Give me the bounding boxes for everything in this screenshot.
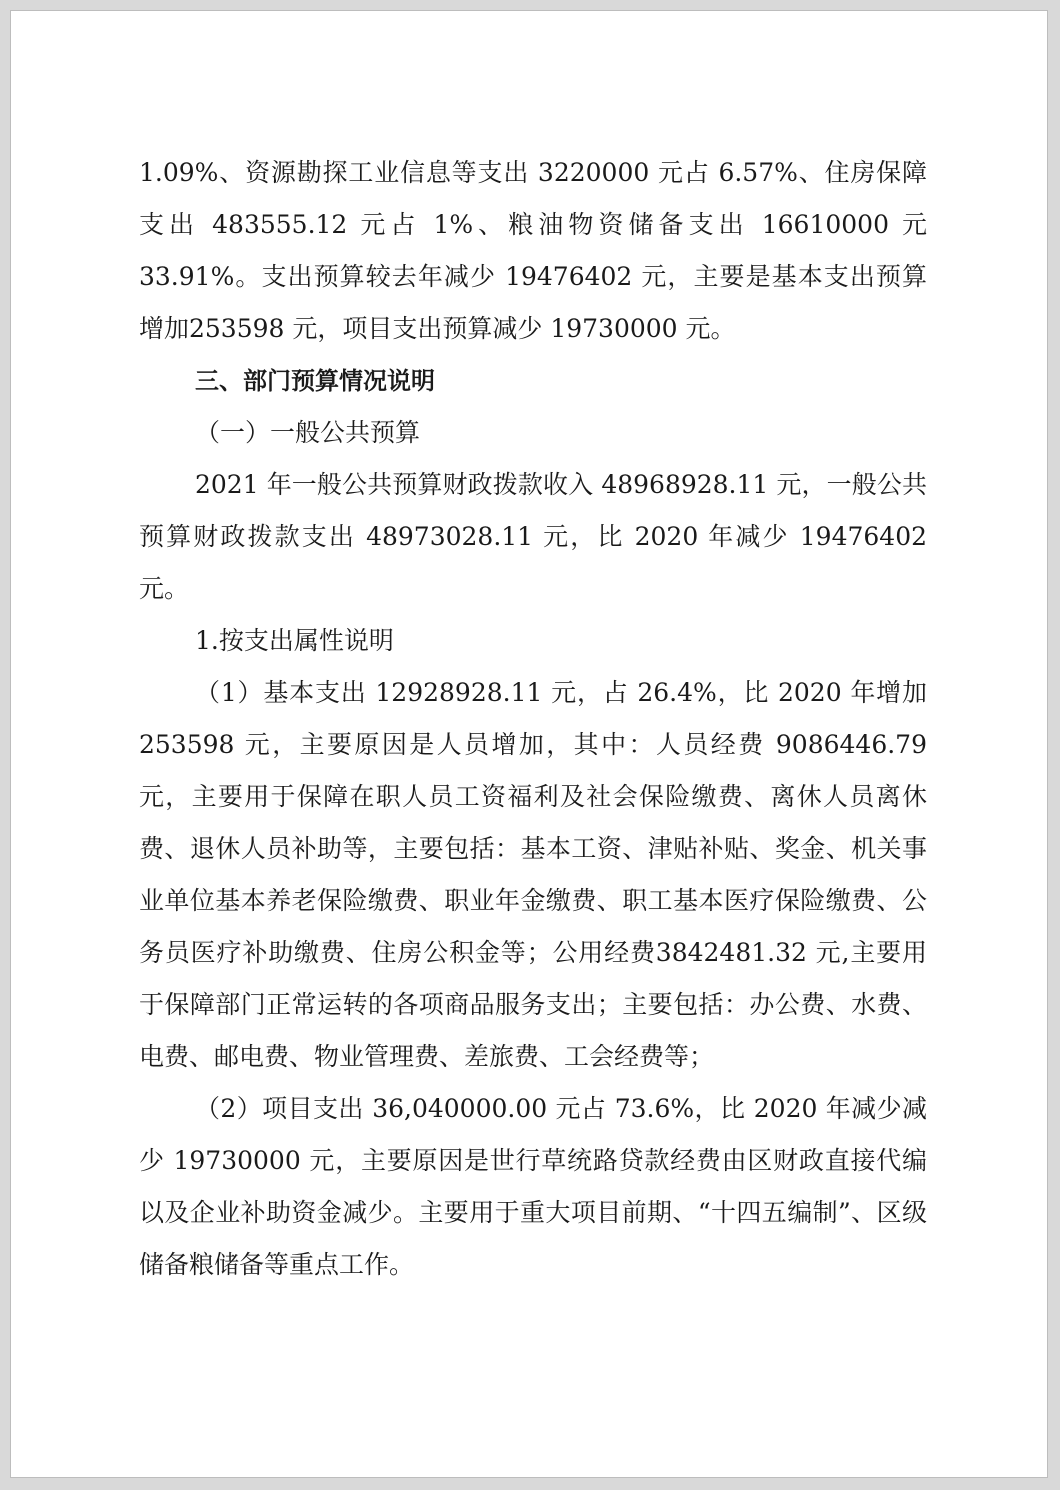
paragraph-basic-expenditure: （1）基本支出 12928928.11 元，占 26.4%，比 2020 年增加253598 元，主要原因是人员增加，其中：人员经费 9086446.79 元，主要用于保障在职人员工资福利及社会保险缴费、离休人员离休费、退休人员补助等，主要包括：基本工资、津贴补贴、奖金、机关事业单位基本养老保险缴费、职业年金缴费、职工基本医疗保险缴费、公务员医疗补助缴费、住房公积金等；公用经费3842481.32 元,主要用于保障部门正常运转的各项商品服务支出；主要包括：办公费、水费、电费、邮电费、物业管理费、差旅费、工会经费等； bbox=[139, 678, 927, 1071]
document-page bbox=[10, 10, 1048, 1478]
document-body bbox=[139, 147, 927, 1291]
paragraph-expenditure-summary: 1.09%、资源勘探工业信息等支出 3220000 元占 6.57%、住房保障支出 483555.12 元占 1%、粮油物资储备支出 16610000 元 33.91%。支出预算较去年减少 19476402 元，主要是基本支出预算增加253598 元，项目支出预算减少 19730000 元。 bbox=[139, 158, 927, 343]
item-heading-by-expenditure-attribute: 1.按支出属性说明 bbox=[195, 626, 394, 655]
paragraph-project-expenditure: （2）项目支出 36,040000.00 元占 73.6%，比 2020 年减少减少 19730000 元，主要原因是世行草统路贷款经费由区财政直接代编以及企业补助资金减少。主要用于重大项目前期、“十四五编制”、区级储备粮储备等重点工作。 bbox=[139, 1094, 927, 1279]
paragraph-general-budget: 2021 年一般公共预算财政拨款收入 48968928.11 元，一般公共预算财政拨款支出 48973028.11 元，比 2020 年减少 19476402 元。 bbox=[139, 470, 927, 603]
section-heading-budget-explanation: 三、部门预算情况说明 bbox=[195, 367, 435, 395]
subsection-heading-general-public-budget: （一）一般公共预算 bbox=[195, 418, 421, 447]
